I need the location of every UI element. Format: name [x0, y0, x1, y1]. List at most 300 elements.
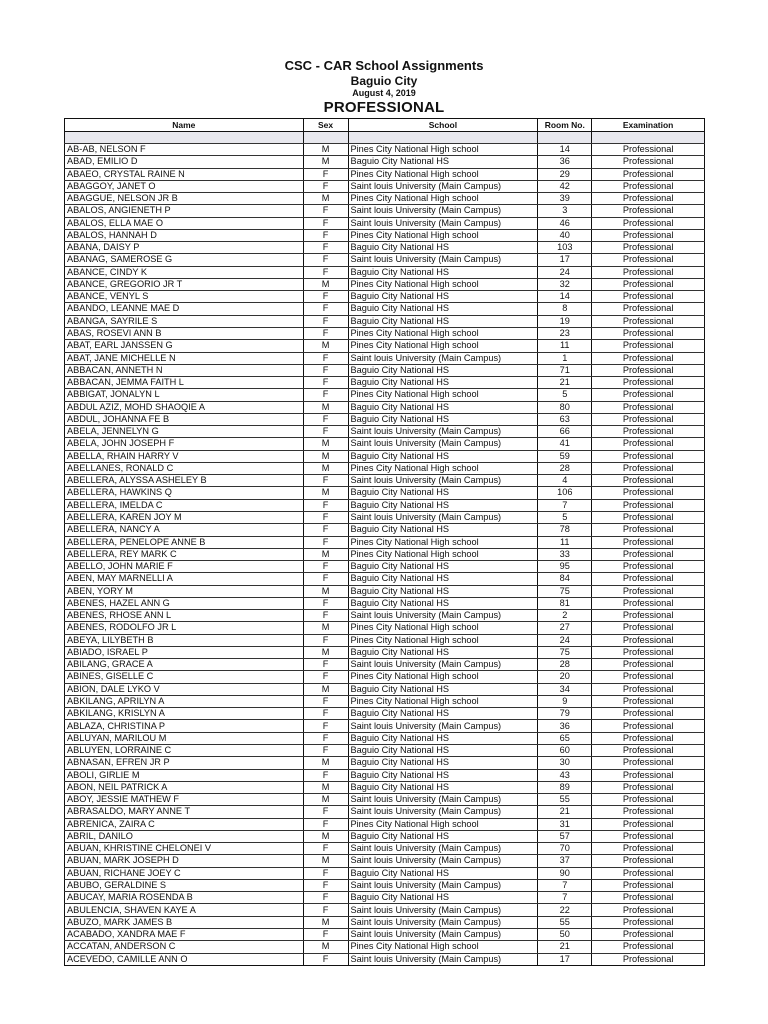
cell-examination: Professional — [592, 708, 705, 720]
cell-room: 55 — [538, 794, 592, 806]
cell-room: 55 — [538, 916, 592, 928]
table-row — [65, 720, 705, 732]
document-title: CSC - CAR School Assignments — [284, 58, 484, 73]
cell-sex: M — [303, 781, 348, 793]
cell-sex: F — [303, 671, 348, 683]
cell-examination: Professional — [592, 193, 705, 205]
cell-school: Saint louis University (Main Campus) — [348, 180, 538, 192]
table-row — [65, 254, 705, 266]
cell-name: ABLUYAN, MARILOU M — [65, 732, 304, 744]
table-row — [65, 732, 705, 744]
cell-examination: Professional — [592, 904, 705, 916]
cell-examination: Professional — [592, 352, 705, 364]
cell-name: ABALOS, HANNAH D — [65, 229, 304, 241]
table-row — [65, 438, 705, 450]
cell-school: Baguio City National HS — [348, 303, 538, 315]
cell-examination: Professional — [592, 487, 705, 499]
table-row — [65, 144, 705, 156]
cell-room: 90 — [538, 867, 592, 879]
cell-examination: Professional — [592, 475, 705, 487]
cell-examination: Professional — [592, 499, 705, 511]
cell-sex: F — [303, 953, 348, 965]
assignments-table — [64, 118, 705, 966]
cell-room: 30 — [538, 757, 592, 769]
cell-room: 79 — [538, 708, 592, 720]
cell-room: 29 — [538, 168, 592, 180]
cell-school: Saint louis University (Main Campus) — [348, 806, 538, 818]
cell-examination: Professional — [592, 278, 705, 290]
table-row — [65, 229, 705, 241]
cell-room: 31 — [538, 818, 592, 830]
cell-school: Pines City National High school — [348, 462, 538, 474]
cell-school: Baguio City National HS — [348, 757, 538, 769]
cell-room: 17 — [538, 254, 592, 266]
table-row — [65, 879, 705, 891]
cell-examination: Professional — [592, 745, 705, 757]
cell-school: Saint louis University (Main Campus) — [348, 659, 538, 671]
cell-room: 57 — [538, 830, 592, 842]
cell-examination: Professional — [592, 536, 705, 548]
cell-school: Saint louis University (Main Campus) — [348, 904, 538, 916]
cell-room: 2 — [538, 610, 592, 622]
cell-name: ABANDO, LEANNE MAE D — [65, 303, 304, 315]
cell-school: Pines City National High school — [348, 818, 538, 830]
table-row — [65, 266, 705, 278]
cell-room: 8 — [538, 303, 592, 315]
cell-examination: Professional — [592, 573, 705, 585]
cell-examination: Professional — [592, 377, 705, 389]
table-row — [65, 843, 705, 855]
table-row — [65, 450, 705, 462]
cell-room: 21 — [538, 941, 592, 953]
cell-name: ABELA, JENNELYN G — [65, 426, 304, 438]
cell-name: ABUBO, GERALDINE S — [65, 879, 304, 891]
cell-room: 84 — [538, 573, 592, 585]
cell-sex: F — [303, 254, 348, 266]
cell-name: ABENES, RHOSE ANN L — [65, 610, 304, 622]
column-header-school: School — [348, 119, 538, 132]
table-row — [65, 352, 705, 364]
cell-room: 22 — [538, 904, 592, 916]
document-subtitle: Baguio City — [350, 74, 418, 88]
cell-name: ACCATAN, ANDERSON C — [65, 941, 304, 953]
cell-sex: F — [303, 475, 348, 487]
table-row — [65, 671, 705, 683]
table-row — [65, 585, 705, 597]
cell-sex: F — [303, 720, 348, 732]
cell-sex: M — [303, 462, 348, 474]
cell-school: Baguio City National HS — [348, 732, 538, 744]
header-spacer-row — [65, 132, 705, 144]
cell-school: Baguio City National HS — [348, 683, 538, 695]
cell-school: Baguio City National HS — [348, 585, 538, 597]
cell-school: Pines City National High school — [348, 327, 538, 339]
cell-examination: Professional — [592, 622, 705, 634]
table-row — [65, 855, 705, 867]
cell-school: Saint louis University (Main Campus) — [348, 720, 538, 732]
cell-school: Baguio City National HS — [348, 892, 538, 904]
cell-school: Saint louis University (Main Campus) — [348, 843, 538, 855]
cell-school: Pines City National High school — [348, 340, 538, 352]
cell-room: 63 — [538, 413, 592, 425]
cell-room: 3 — [538, 205, 592, 217]
cell-examination: Professional — [592, 389, 705, 401]
cell-sex: F — [303, 229, 348, 241]
table-row — [65, 524, 705, 536]
cell-school: Saint louis University (Main Campus) — [348, 475, 538, 487]
table-row — [65, 340, 705, 352]
table-row — [65, 929, 705, 941]
cell-sex: F — [303, 217, 348, 229]
cell-examination: Professional — [592, 683, 705, 695]
cell-school: Pines City National High school — [348, 548, 538, 560]
cell-examination: Professional — [592, 646, 705, 658]
table-row — [65, 745, 705, 757]
cell-school: Saint louis University (Main Campus) — [348, 217, 538, 229]
table-row — [65, 941, 705, 953]
cell-school: Baguio City National HS — [348, 450, 538, 462]
cell-room: 75 — [538, 646, 592, 658]
column-header-sex: Sex — [303, 119, 348, 132]
cell-sex: F — [303, 536, 348, 548]
table-row — [65, 683, 705, 695]
cell-name: ABUZO, MARK JAMES B — [65, 916, 304, 928]
cell-room: 71 — [538, 364, 592, 376]
cell-examination: Professional — [592, 953, 705, 965]
cell-room: 60 — [538, 745, 592, 757]
table-row — [65, 781, 705, 793]
cell-school: Pines City National High school — [348, 144, 538, 156]
cell-room: 14 — [538, 291, 592, 303]
cell-sex: M — [303, 450, 348, 462]
cell-name: ABEYA, LILYBETH B — [65, 634, 304, 646]
table-row — [65, 573, 705, 585]
cell-school: Pines City National High school — [348, 536, 538, 548]
cell-room: 28 — [538, 462, 592, 474]
table-row — [65, 315, 705, 327]
table-row — [65, 278, 705, 290]
cell-name: ABELLANES, RONALD C — [65, 462, 304, 474]
cell-examination: Professional — [592, 364, 705, 376]
cell-examination: Professional — [592, 941, 705, 953]
table-row — [65, 892, 705, 904]
cell-name: ABAS, ROSEVI ANN B — [65, 327, 304, 339]
cell-school: Baguio City National HS — [348, 487, 538, 499]
table-row — [65, 597, 705, 609]
cell-name: ABELLERA, IMELDA C — [65, 499, 304, 511]
cell-school: Baguio City National HS — [348, 364, 538, 376]
cell-name: ABKILANG, KRISLYN A — [65, 708, 304, 720]
table-row — [65, 377, 705, 389]
cell-name: ABDUL, JOHANNA FE B — [65, 413, 304, 425]
cell-sex: F — [303, 732, 348, 744]
cell-sex: M — [303, 340, 348, 352]
cell-sex: M — [303, 156, 348, 168]
cell-school: Saint louis University (Main Campus) — [348, 953, 538, 965]
cell-sex: F — [303, 303, 348, 315]
table-row — [65, 475, 705, 487]
cell-examination: Professional — [592, 291, 705, 303]
cell-name: ABRIL, DANILO — [65, 830, 304, 842]
cell-school: Baguio City National HS — [348, 830, 538, 842]
cell-room: 70 — [538, 843, 592, 855]
cell-sex: F — [303, 561, 348, 573]
cell-school: Pines City National High school — [348, 193, 538, 205]
cell-school: Baguio City National HS — [348, 646, 538, 658]
table-row — [65, 659, 705, 671]
cell-sex: F — [303, 389, 348, 401]
cell-examination: Professional — [592, 205, 705, 217]
cell-examination: Professional — [592, 561, 705, 573]
cell-sex: M — [303, 548, 348, 560]
section-title: PROFESSIONAL — [323, 99, 445, 116]
cell-school: Baguio City National HS — [348, 708, 538, 720]
table-row — [65, 818, 705, 830]
cell-examination: Professional — [592, 585, 705, 597]
table-row — [65, 769, 705, 781]
cell-room: 75 — [538, 585, 592, 597]
cell-room: 7 — [538, 879, 592, 891]
cell-school: Saint louis University (Main Campus) — [348, 254, 538, 266]
table-row — [65, 487, 705, 499]
cell-sex: F — [303, 524, 348, 536]
cell-sex: F — [303, 205, 348, 217]
cell-school: Baguio City National HS — [348, 499, 538, 511]
cell-sex: F — [303, 695, 348, 707]
cell-room: 7 — [538, 892, 592, 904]
cell-sex: M — [303, 193, 348, 205]
table-row — [65, 426, 705, 438]
cell-sex: M — [303, 585, 348, 597]
cell-examination: Professional — [592, 462, 705, 474]
cell-name: ACABADO, XANDRA MAE F — [65, 929, 304, 941]
cell-room: 66 — [538, 426, 592, 438]
table-row — [65, 953, 705, 965]
cell-room: 103 — [538, 242, 592, 254]
cell-room: 21 — [538, 806, 592, 818]
cell-school: Pines City National High school — [348, 695, 538, 707]
cell-examination: Professional — [592, 769, 705, 781]
cell-sex: M — [303, 646, 348, 658]
cell-room: 5 — [538, 389, 592, 401]
cell-name: ABUAN, MARK JOSEPH D — [65, 855, 304, 867]
cell-school: Pines City National High school — [348, 941, 538, 953]
cell-school: Baguio City National HS — [348, 524, 538, 536]
cell-examination: Professional — [592, 548, 705, 560]
cell-examination: Professional — [592, 659, 705, 671]
cell-name: ABAEO, CRYSTAL RAINE N — [65, 168, 304, 180]
cell-school: Saint louis University (Main Campus) — [348, 426, 538, 438]
table-row — [65, 511, 705, 523]
cell-room: 40 — [538, 229, 592, 241]
table-row — [65, 389, 705, 401]
table-row — [65, 401, 705, 413]
table-row — [65, 830, 705, 842]
cell-sex: F — [303, 769, 348, 781]
cell-examination: Professional — [592, 867, 705, 879]
cell-name: ABUCAY, MARIA ROSENDA B — [65, 892, 304, 904]
table-row — [65, 916, 705, 928]
cell-room: 32 — [538, 278, 592, 290]
cell-room: 34 — [538, 683, 592, 695]
cell-school: Pines City National High school — [348, 671, 538, 683]
cell-sex: F — [303, 426, 348, 438]
cell-name: ABANCE, VENYL S — [65, 291, 304, 303]
cell-sex: F — [303, 818, 348, 830]
cell-sex: M — [303, 916, 348, 928]
cell-school: Pines City National High school — [348, 622, 538, 634]
cell-sex: F — [303, 867, 348, 879]
cell-school: Saint louis University (Main Campus) — [348, 438, 538, 450]
table-row — [65, 536, 705, 548]
cell-name: ABELLERA, NANCY A — [65, 524, 304, 536]
cell-sex: M — [303, 278, 348, 290]
cell-sex: M — [303, 144, 348, 156]
cell-sex: M — [303, 683, 348, 695]
cell-name: ABAT, EARL JANSSEN G — [65, 340, 304, 352]
cell-room: 46 — [538, 217, 592, 229]
table-row — [65, 548, 705, 560]
cell-examination: Professional — [592, 450, 705, 462]
cell-room: 24 — [538, 266, 592, 278]
table-row — [65, 205, 705, 217]
cell-name: ABELLERA, ALYSSA ASHELEY B — [65, 475, 304, 487]
cell-room: 95 — [538, 561, 592, 573]
cell-room: 14 — [538, 144, 592, 156]
cell-name: ABAGGUE, NELSON JR B — [65, 193, 304, 205]
cell-room: 7 — [538, 499, 592, 511]
cell-room: 59 — [538, 450, 592, 462]
cell-room: 36 — [538, 720, 592, 732]
cell-name: ABELLERA, REY MARK C — [65, 548, 304, 560]
cell-sex: M — [303, 757, 348, 769]
cell-room: 27 — [538, 622, 592, 634]
cell-room: 9 — [538, 695, 592, 707]
cell-examination: Professional — [592, 843, 705, 855]
cell-sex: F — [303, 634, 348, 646]
document-date: August 4, 2019 — [352, 88, 416, 98]
cell-room: 37 — [538, 855, 592, 867]
cell-examination: Professional — [592, 818, 705, 830]
table-row — [65, 867, 705, 879]
cell-examination: Professional — [592, 879, 705, 891]
cell-name: ABELLA, RHAIN HARRY V — [65, 450, 304, 462]
table-row — [65, 303, 705, 315]
cell-name: ABELA, JOHN JOSEPH F — [65, 438, 304, 450]
cell-examination: Professional — [592, 794, 705, 806]
cell-school: Baguio City National HS — [348, 413, 538, 425]
cell-name: ABELLO, JOHN MARIE F — [65, 561, 304, 573]
table-row — [65, 904, 705, 916]
cell-examination: Professional — [592, 511, 705, 523]
cell-sex: F — [303, 843, 348, 855]
cell-examination: Professional — [592, 695, 705, 707]
cell-sex: M — [303, 794, 348, 806]
cell-sex: F — [303, 291, 348, 303]
cell-sex: M — [303, 438, 348, 450]
cell-examination: Professional — [592, 340, 705, 352]
cell-school: Baguio City National HS — [348, 291, 538, 303]
cell-name: ABIADO, ISRAEL P — [65, 646, 304, 658]
cell-name: ABENES, RODOLFO JR L — [65, 622, 304, 634]
cell-room: 50 — [538, 929, 592, 941]
cell-room: 106 — [538, 487, 592, 499]
cell-examination: Professional — [592, 929, 705, 941]
cell-school: Saint louis University (Main Campus) — [348, 511, 538, 523]
cell-sex: F — [303, 511, 348, 523]
cell-examination: Professional — [592, 892, 705, 904]
cell-room: 11 — [538, 536, 592, 548]
table-row — [65, 610, 705, 622]
column-header-name: Name — [65, 119, 304, 132]
cell-sex: F — [303, 659, 348, 671]
cell-name: ABEN, YORY M — [65, 585, 304, 597]
cell-examination: Professional — [592, 855, 705, 867]
table-row — [65, 156, 705, 168]
cell-examination: Professional — [592, 156, 705, 168]
table-row — [65, 622, 705, 634]
cell-sex: F — [303, 352, 348, 364]
table-row — [65, 634, 705, 646]
cell-examination: Professional — [592, 720, 705, 732]
cell-school: Baguio City National HS — [348, 156, 538, 168]
cell-name: ABKILANG, APRILYN A — [65, 695, 304, 707]
cell-examination: Professional — [592, 426, 705, 438]
cell-examination: Professional — [592, 217, 705, 229]
cell-name: ABANGA, SAYRILE S — [65, 315, 304, 327]
cell-school: Baguio City National HS — [348, 401, 538, 413]
cell-name: ABUAN, KHRISTINE CHELONEI V — [65, 843, 304, 855]
table-row — [65, 193, 705, 205]
cell-school: Baguio City National HS — [348, 266, 538, 278]
cell-examination: Professional — [592, 806, 705, 818]
table-row — [65, 364, 705, 376]
cell-sex: F — [303, 377, 348, 389]
cell-sex: F — [303, 315, 348, 327]
cell-examination: Professional — [592, 229, 705, 241]
cell-examination: Professional — [592, 781, 705, 793]
cell-sex: F — [303, 573, 348, 585]
cell-school: Baguio City National HS — [348, 745, 538, 757]
cell-name: ABLUYEN, LORRAINE C — [65, 745, 304, 757]
cell-sex: F — [303, 892, 348, 904]
cell-room: 21 — [538, 377, 592, 389]
cell-name: ABBACAN, JEMMA FAITH L — [65, 377, 304, 389]
cell-room: 23 — [538, 327, 592, 339]
cell-name: ABALOS, ANGIENETH P — [65, 205, 304, 217]
cell-examination: Professional — [592, 830, 705, 842]
cell-room: 39 — [538, 193, 592, 205]
cell-room: 42 — [538, 180, 592, 192]
cell-sex: F — [303, 180, 348, 192]
cell-room: 33 — [538, 548, 592, 560]
cell-name: ABUAN, RICHANE JOEY C — [65, 867, 304, 879]
cell-name: ABBIGAT, JONALYN L — [65, 389, 304, 401]
cell-room: 80 — [538, 401, 592, 413]
table-row — [65, 695, 705, 707]
cell-name: ABBACAN, ANNETH N — [65, 364, 304, 376]
cell-name: ABULENCIA, SHAVEN KAYE A — [65, 904, 304, 916]
cell-examination: Professional — [592, 401, 705, 413]
cell-school: Saint louis University (Main Campus) — [348, 929, 538, 941]
table-row — [65, 646, 705, 658]
cell-name: AB-AB, NELSON F — [65, 144, 304, 156]
cell-school: Pines City National High school — [348, 229, 538, 241]
cell-room: 4 — [538, 475, 592, 487]
cell-examination: Professional — [592, 327, 705, 339]
cell-room: 65 — [538, 732, 592, 744]
cell-room: 20 — [538, 671, 592, 683]
